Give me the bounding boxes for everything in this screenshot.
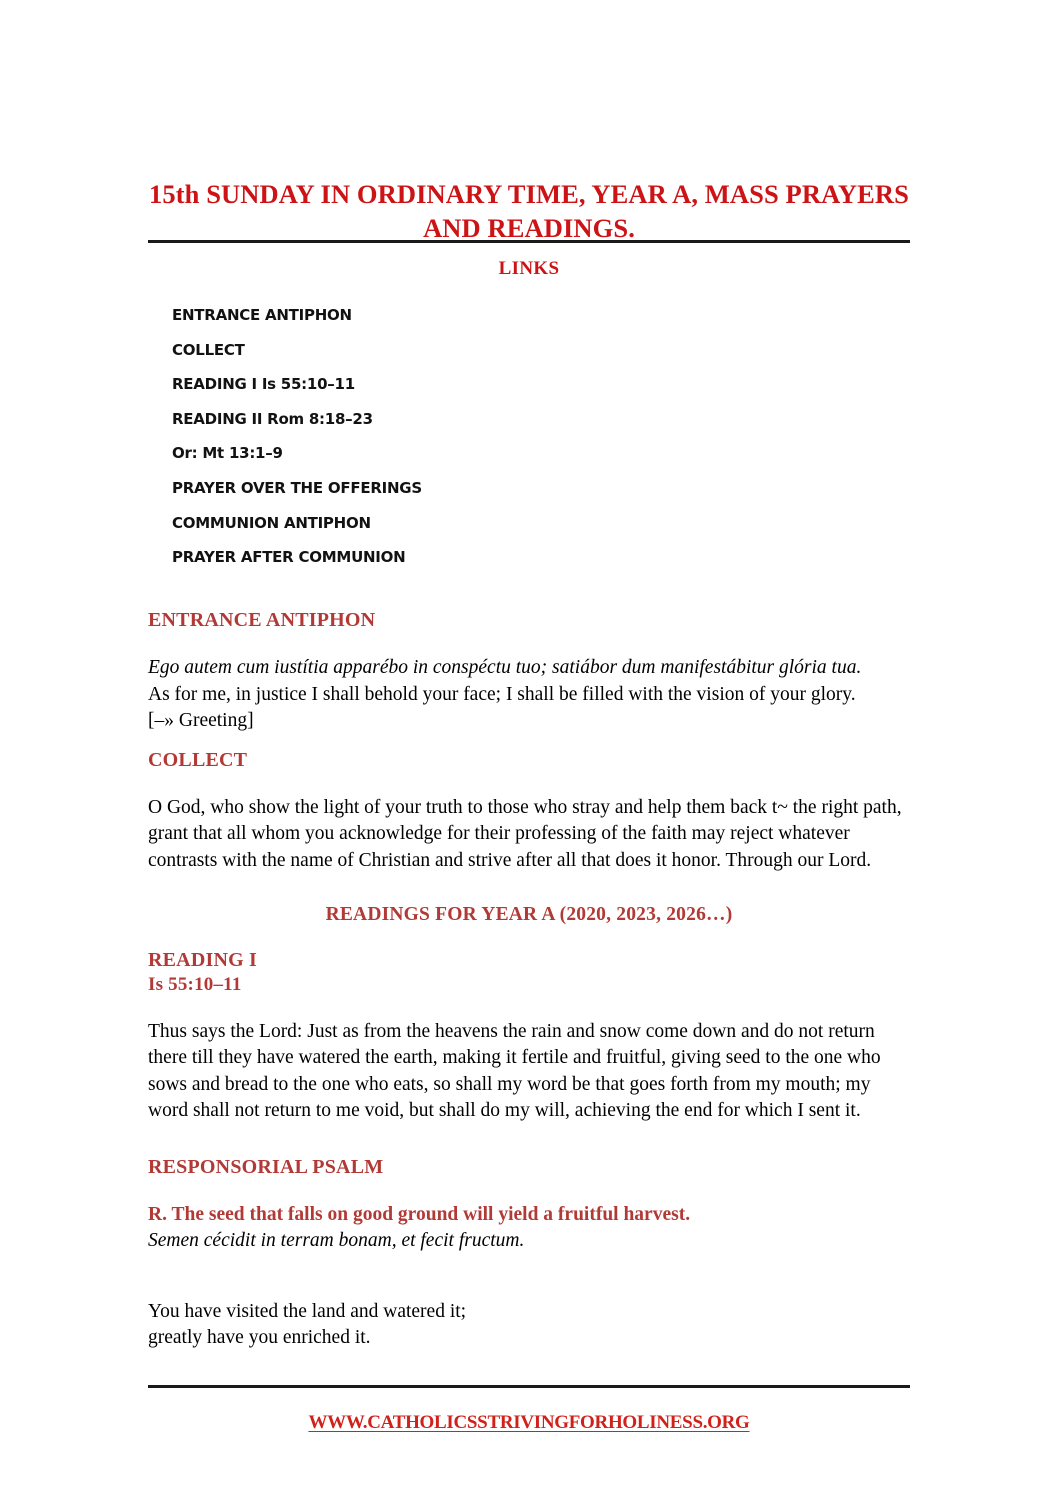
reading-one-citation: Is 55:10–11: [148, 974, 242, 995]
link-collect[interactable]: COLLECT: [172, 340, 245, 359]
psalm-response-latin: Semen cécidit in terram bonam, et fecit fructum.: [148, 1230, 525, 1252]
footer-url-text[interactable]: WWW.CATHOLICSSTRIVINGFORHOLINESS.ORG: [308, 1412, 750, 1433]
link-reading-two[interactable]: READING II Rom 8:18–23: [172, 409, 373, 428]
footer-divider: [148, 1385, 910, 1388]
psalm-response: R. The seed that falls on good ground will yield a fruitful harvest.: [148, 1203, 691, 1225]
collect-text: O God, who show the light of your truth to those who stray and help them back t~ the right path, grant that all whom you acknowledge for their professing of the faith may reject whatever contrasts with the name of Christian and strive after all that does it honor. Through our Lord.: [148, 796, 902, 871]
readings-year-banner: READINGS FOR YEAR A (2020, 2023, 2026…): [325, 904, 733, 925]
link-prayer-over-offerings[interactable]: PRAYER OVER THE OFFERINGS: [172, 478, 422, 497]
title-block: [148, 178, 910, 246]
link-gospel-alt[interactable]: Or: Mt 13:1–9: [172, 444, 283, 463]
psalm-verse-line-1: You have visited the land and watered it;: [148, 1300, 467, 1322]
link-entrance-antiphon[interactable]: ENTRANCE ANTIPHON: [172, 306, 352, 324]
header-divider: [148, 240, 910, 243]
psalm-verse-line-2: greatly have you enriched it.: [148, 1327, 371, 1349]
entrance-antiphon-latin: Ego autem cum iustítia apparébo in conspéctu tuo; satiábor dum manifestábitur glória tua.: [148, 657, 862, 678]
section-heading-responsorial-psalm: RESPONSORIAL PSALM: [148, 1155, 384, 1178]
section-heading-entrance-antiphon: ENTRANCE ANTIPHON: [148, 609, 376, 631]
link-prayer-after-communion[interactable]: PRAYER AFTER COMMUNION: [172, 548, 406, 567]
page-title: 15th SUNDAY IN ORDINARY TIME, YEAR A, MASS PRAYERS AND READINGS.: [149, 179, 909, 243]
link-reading-one[interactable]: READING I Is 55:10–11: [172, 375, 355, 394]
document-body: [148, 608, 910, 1352]
entrance-antiphon-note: [–» Greeting]: [148, 710, 254, 731]
entrance-antiphon-english: As for me, in justice I shall behold your face; I shall be filled with the vision of your glory.: [148, 683, 856, 705]
reading-one-text: Thus says the Lord: Just as from the heavens the rain and snow come down and do not return there till they have watered the earth, making it fertile and fruitful, giving seed to the one who sows and bread to the one who eats, so shall my word be that goes forth from my mouth; my word shall not return to me void, but shall do my will, achieving the end for which I sent it.: [148, 1020, 881, 1122]
links-heading: LINKS: [498, 258, 560, 279]
section-heading-collect: COLLECT: [148, 748, 248, 771]
links-list: [172, 298, 872, 575]
link-communion-antiphon[interactable]: COMMUNION ANTIPHON: [172, 513, 371, 532]
section-heading-reading-one: READING I: [148, 949, 258, 971]
footer-url[interactable]: [148, 1412, 910, 1434]
